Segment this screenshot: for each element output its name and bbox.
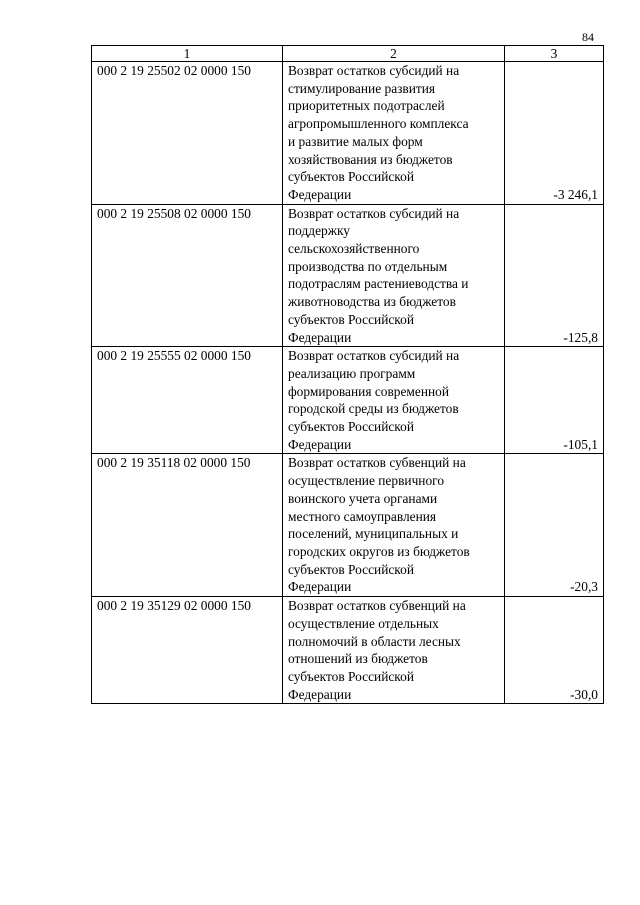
name-line: субъектов Российской — [288, 561, 414, 577]
name-line: реализацию программ — [288, 365, 416, 381]
name-line: формирования современной — [288, 383, 450, 399]
name-line: субъектов Российской — [288, 169, 414, 185]
table-row — [92, 454, 604, 597]
column-header-3: 3 — [505, 46, 604, 62]
name-cell — [283, 204, 505, 347]
name-line: Федерации — [288, 436, 352, 452]
name-line: субъектов Российской — [288, 311, 414, 327]
table-row — [92, 204, 604, 347]
name-line: Возврат остатков субсидий на — [288, 63, 460, 78]
code-cell: 000 2 19 25502 02 0000 150 — [92, 62, 283, 205]
code-cell: 000 2 19 25555 02 0000 150 — [92, 347, 283, 454]
name-line: Федерации — [288, 686, 352, 702]
name-line: городских округов из бюджетов — [288, 543, 470, 559]
name-line: приоритетных подотраслей — [288, 98, 445, 114]
name-cell — [283, 347, 505, 454]
name-line: Возврат остатков субсидий на — [288, 205, 460, 221]
amount-cell: -20,3 — [505, 454, 604, 597]
name-line: и развитие малых форм — [288, 133, 423, 149]
name-line: полномочий в области лесных — [288, 633, 461, 649]
name-line: Возврат остатков субвенций на — [288, 455, 466, 471]
name-line: поддержку — [288, 223, 351, 239]
name-line: Возврат остатков субсидий на — [288, 348, 460, 364]
name-line: Федерации — [288, 579, 352, 595]
name-line: местного самоуправления — [288, 508, 437, 524]
column-header-2: 2 — [283, 46, 505, 62]
name-line: Федерации — [288, 186, 352, 202]
name-line: Федерации — [288, 329, 352, 345]
name-line: осуществление первичного — [288, 473, 445, 489]
name-line: осуществление отдельных — [288, 615, 439, 631]
table-header-row — [92, 46, 604, 62]
amount-cell: -125,8 — [505, 204, 604, 347]
code-cell: 000 2 19 35129 02 0000 150 — [92, 597, 283, 704]
name-cell — [283, 597, 505, 704]
name-line: субъектов Российской — [288, 419, 414, 435]
code-cell: 000 2 19 35118 02 0000 150 — [92, 454, 283, 597]
table-row — [92, 597, 604, 704]
page-number: 84 — [582, 30, 594, 44]
table-row — [92, 347, 604, 454]
name-line: стимулирование развития — [288, 80, 436, 96]
code-cell: 000 2 19 25508 02 0000 150 — [92, 204, 283, 347]
name-line: воинского учета органами — [288, 490, 438, 506]
budget-table — [91, 45, 604, 704]
name-line: подотраслям растениеводства и — [288, 276, 469, 292]
name-line: животноводства из бюджетов — [288, 294, 456, 310]
name-line: Возврат остатков субвенций на — [288, 598, 466, 614]
name-line: производства по отдельным — [288, 258, 448, 274]
amount-cell: -30,0 — [505, 597, 604, 704]
name-line: сельскохозяйственного — [288, 241, 420, 257]
amount-cell: -3 246,1 — [505, 62, 604, 205]
name-line: отношений из бюджетов — [288, 651, 428, 667]
name-line: хозяйствования из бюджетов — [288, 151, 453, 167]
table-row — [92, 62, 604, 205]
name-line: городской среды из бюджетов — [288, 401, 459, 417]
name-line: поселений, муниципальных и — [288, 526, 459, 542]
amount-cell: -105,1 — [505, 347, 604, 454]
name-line: субъектов Российской — [288, 668, 414, 684]
name-line: агропромышленного комплекса — [288, 116, 469, 132]
column-header-1: 1 — [92, 46, 283, 62]
name-cell — [283, 454, 505, 597]
name-cell — [283, 62, 505, 205]
